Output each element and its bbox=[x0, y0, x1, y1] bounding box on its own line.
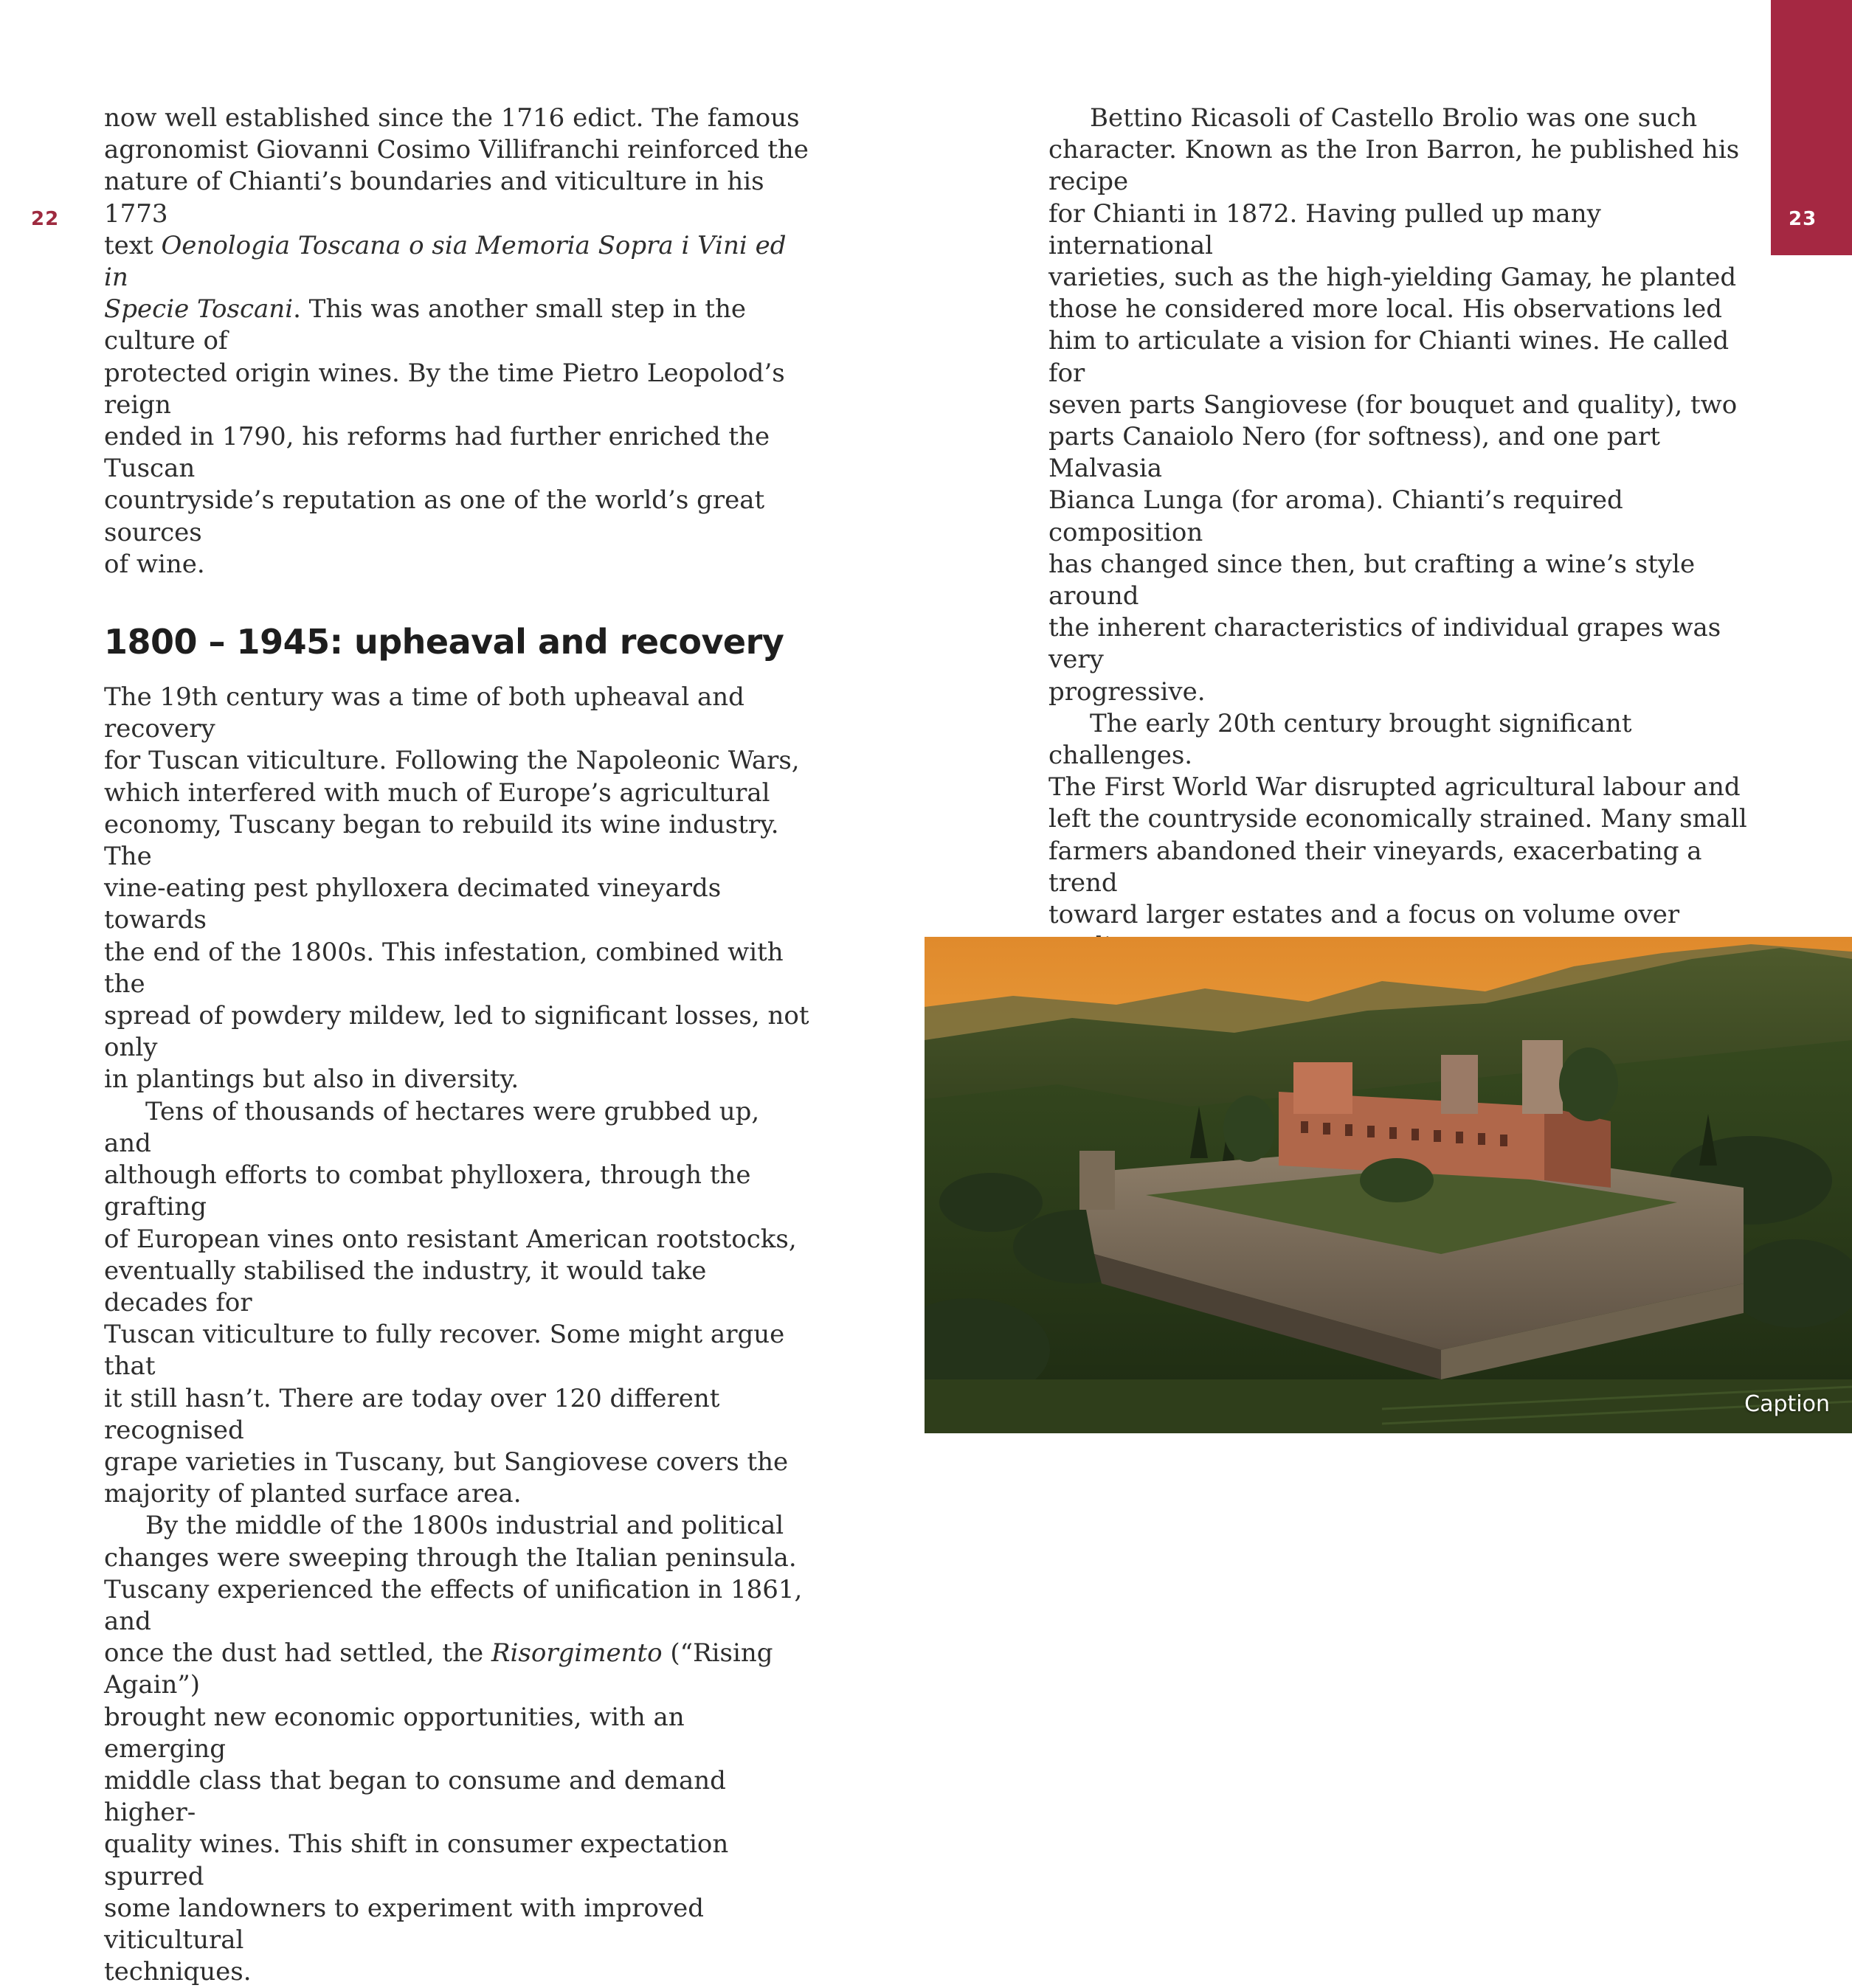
left-para-1-after-title: . This was another small step in the culture of bbox=[104, 294, 746, 356]
risorgimento-term: Risorgimento bbox=[491, 1638, 663, 1669]
right-paragraph-1: Bettino Ricasoli of Castello Brolio was one such character. Known as the Iron Barron, he published his recipe for Chianti in 1872. Having pulled up many international varieties, such as the high-yielding Gamay, he planted those he considered more local. His observations led him to articulate a vision for Chianti wines. He called for seven parts Sangiovese (for bouquet and quality), two parts Canaiolo Nero (for softness), and one part Malvasia Bianca Lunga (for aroma). Chianti’s required composition has changed since then, but crafting a wine’s style around the inherent characteristics of individual grapes was very progressive. bbox=[1048, 103, 1740, 707]
left-para-4-part-a: By the middle of the 1800s industrial and political changes were sweeping through the Italian peninsula. Tuscany experienced the effects of unification in 1861, and once the dust had settled, the bbox=[104, 1511, 803, 1669]
left-para-1-text-before-title: text bbox=[104, 230, 162, 260]
left-paragraph-3: Tens of thousands of hectares were grubbed up, and although efforts to combat phylloxera, through the grafting of European vines onto resistant American rootstocks, eventually stabilised the industry, it would take decades for Tuscan viticulture to fully recover. Some might argue that it still hasn’t. There are today over 120 different recognised grape varieties in Tuscany, but Sangiovese covers the majority of planted surface area. bbox=[104, 1096, 797, 1509]
castle-photo bbox=[925, 937, 1852, 1433]
left-paragraph-2: The 19th century was a time of both upheaval and recovery for Tuscan viticulture. Following the Napoleonic Wars, which interfered with much of Europe’s agricultural economy, Tuscany began to rebuild its wine industry. The vine-eating pest phylloxera decimated vineyards towards the end of the 1800s. This infestation, combined with the spread of powdery mildew, led to significant losses, not only in plantings but also in diversity. bbox=[104, 682, 809, 1095]
left-para-1-line-3: nature of Chianti’s boundaries and viticulture in his 1773 bbox=[104, 167, 764, 229]
left-para-1-line-2: agronomist Giovanni Cosimo Villifranchi reinforced the bbox=[104, 135, 809, 165]
right-para-2-part-a: The early 20th century brought significant challenges. The First World War disrupted agricultural labour and left the countryside economically strained. Many small farmers abandoned their vineyards, exacerbating a trend toward larger estates and a focus on volume over bbox=[1048, 708, 1747, 930]
book-title-line-2: Specie Toscani bbox=[104, 294, 294, 325]
page-number-right: 23 bbox=[1789, 208, 1817, 230]
left-paragraph-4 bbox=[104, 1510, 812, 1988]
page-number-left: 22 bbox=[31, 208, 60, 230]
section-heading: 1800 – 1945: upheaval and recovery bbox=[104, 622, 784, 662]
left-para-1-rest: protected origin wines. By the time Pietro Leopolod’s reign ended in 1790, his reforms had further enriched the Tuscan countryside’s reputation as one of the world’s great sources of wine. bbox=[104, 358, 785, 579]
photo-caption: Caption bbox=[1744, 1391, 1830, 1417]
castle-landscape-illustration bbox=[925, 937, 1852, 1433]
left-paragraph-1 bbox=[104, 103, 812, 581]
book-title-line-1: Oenologia Toscana o sia Memoria Sopra i Vini ed in bbox=[104, 230, 787, 293]
left-para-1-line-1: now well established since the 1716 edict. The famous bbox=[104, 103, 800, 133]
left-para-4-part-b: (“Rising Again”) brought new economic opportunities, with an emerging middle class that began to consume and demand higher- quality wines. This shift in consumer expectation spurred some landowners to experiment with improved viticultural techniques. bbox=[104, 1638, 773, 1987]
left-text-column bbox=[104, 103, 812, 1988]
